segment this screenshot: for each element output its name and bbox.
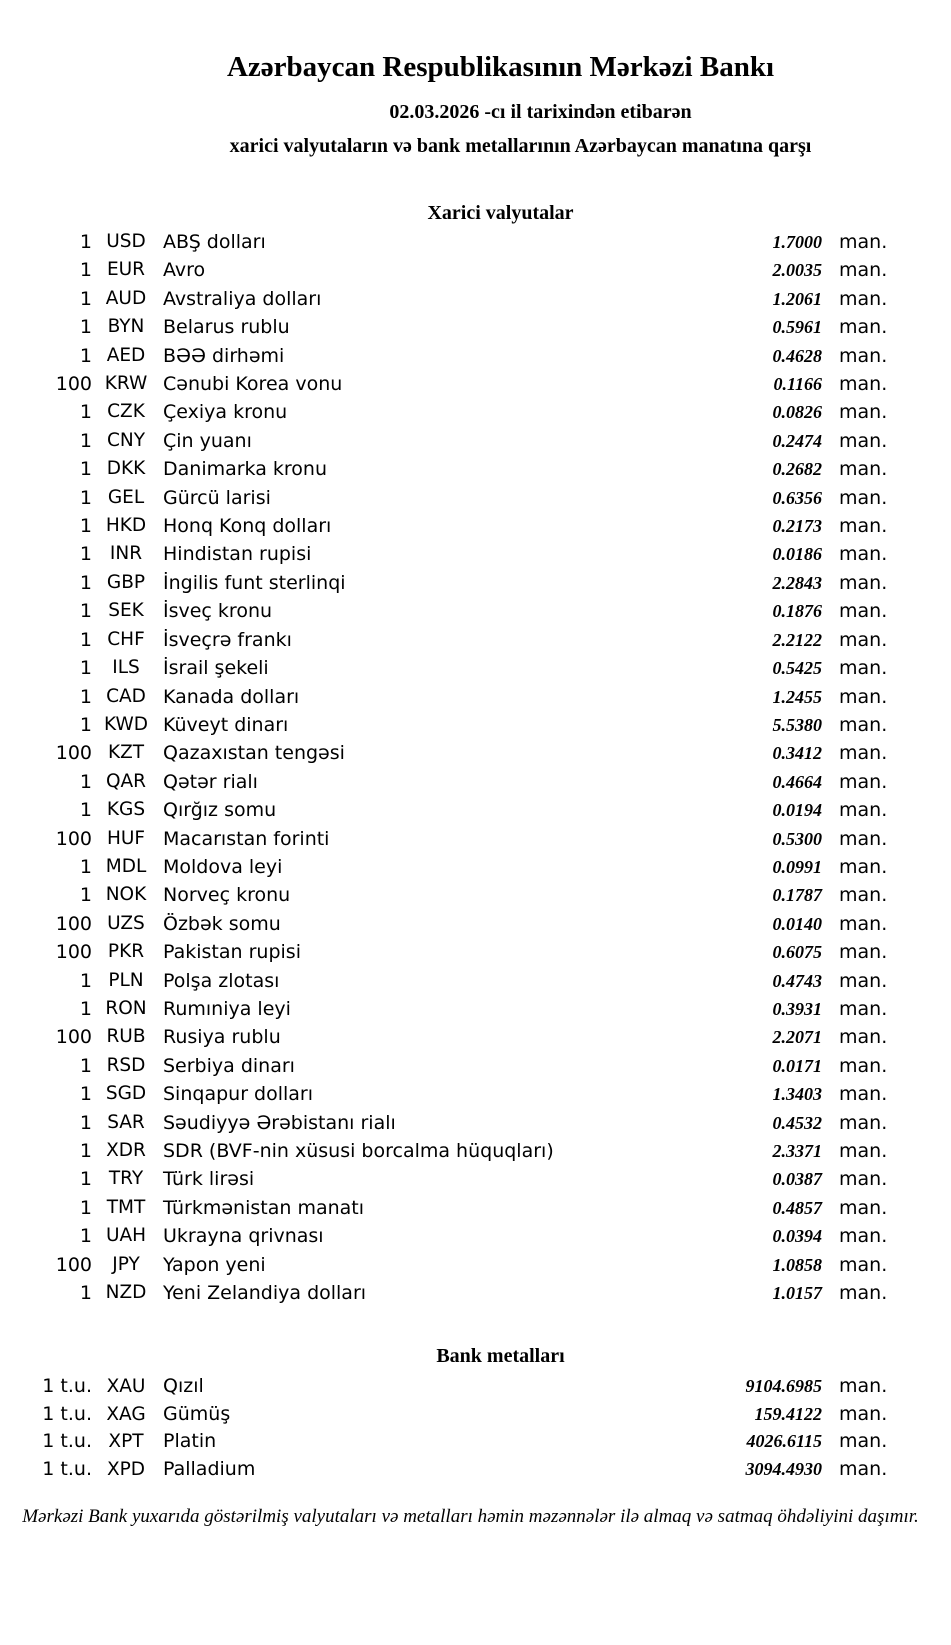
currency-name-cell: Norveç kronu	[163, 884, 291, 907]
currency-code-cell: EUR	[106, 259, 146, 281]
unit-label-cell: man.	[839, 515, 888, 538]
quantity-cell: 1	[79, 515, 92, 538]
unit-label-cell: man.	[839, 1054, 888, 1077]
unit-label-cell: man.	[839, 316, 888, 339]
unit-label-cell: man.	[839, 685, 888, 708]
currency-code-cell: QAR	[105, 770, 147, 792]
unit-label-cell: man.	[839, 543, 888, 566]
currency-name-cell: İsveç kronu	[163, 600, 273, 623]
unit-label-cell: man.	[839, 969, 888, 992]
currency-name-cell: Qətər rialı	[163, 770, 258, 793]
quantity-cell: 1	[79, 884, 92, 907]
unit-label-cell: man.	[839, 855, 888, 878]
currency-code-cell: GBP	[106, 571, 146, 593]
quantity-cell: 1	[79, 628, 92, 651]
currency-code-cell: DKK	[106, 458, 146, 480]
currency-code-cell: NOK	[105, 884, 147, 906]
rate-value-cell: 0.1876	[772, 601, 822, 622]
quantity-cell: 1	[79, 571, 92, 594]
rate-value-cell: 0.4664	[772, 771, 822, 792]
quantity-cell: 1	[79, 1083, 92, 1106]
rate-row	[30, 995, 890, 1023]
currency-name-cell: Özbək somu	[163, 912, 281, 935]
unit-label-cell: man.	[839, 628, 888, 651]
unit-label-cell: man.	[839, 1140, 888, 1162]
unit-label-cell: man.	[839, 742, 888, 765]
quantity-cell: 1	[79, 287, 92, 310]
currency-name-cell: Rusiya rublu	[163, 1026, 281, 1049]
rate-row	[30, 597, 890, 625]
unit-label-cell: man.	[839, 373, 888, 396]
unit-label-cell: man.	[839, 1225, 888, 1248]
quantity-cell: 1	[79, 259, 92, 282]
unit-label-cell: man.	[839, 770, 888, 793]
currency-code-cell: KGS	[106, 799, 146, 821]
quantity-cell: 1	[79, 657, 92, 680]
rate-row	[30, 1222, 890, 1250]
quantity-cell: 1	[79, 1140, 92, 1162]
unit-label-cell: man.	[839, 941, 888, 964]
rate-row	[30, 739, 890, 767]
rate-row	[30, 1165, 890, 1193]
rate-value-cell: 0.0991	[772, 856, 822, 877]
rate-row	[30, 512, 890, 540]
quantity-cell: 1	[79, 1225, 92, 1248]
unit-label-cell: man.	[839, 1111, 888, 1134]
effective-date-line: 02.03.2026 -cı il tarixindən etibarən	[389, 101, 692, 123]
currency-name-cell: Kanada dolları	[163, 685, 300, 708]
currency-name-cell: Hindistan rupisi	[163, 543, 312, 566]
currency-code-cell: CZK	[107, 401, 145, 423]
quantity-cell: 100	[55, 1253, 92, 1276]
currency-name-cell: Avstraliya dolları	[163, 287, 322, 310]
quantity-cell: 1	[79, 713, 92, 736]
currency-name-cell: Yapon yeni	[163, 1253, 266, 1276]
rate-row	[30, 1251, 890, 1279]
rate-value-cell: 0.0194	[772, 800, 822, 821]
currency-code-cell: USD	[106, 231, 146, 252]
rate-row	[30, 967, 890, 995]
currency-code-cell: INR	[109, 543, 143, 565]
rate-row	[30, 427, 890, 455]
quantity-cell: 1	[79, 997, 92, 1020]
rate-value-cell: 0.2173	[772, 516, 822, 537]
rate-value-cell: 1.3403	[772, 1084, 822, 1105]
rate-value-cell: 2.2071	[772, 1027, 822, 1048]
quantity-cell: 100	[55, 742, 92, 765]
rate-value-cell: 0.5961	[772, 317, 822, 338]
unit-label-cell: man.	[839, 799, 888, 822]
rate-value-cell: 0.0387	[772, 1169, 822, 1190]
rate-row	[30, 285, 890, 313]
rate-row	[30, 910, 890, 938]
currency-name-cell: Türkmənistan manatı	[163, 1196, 365, 1219]
rate-row	[30, 853, 890, 881]
rate-value-cell: 0.5300	[772, 828, 822, 849]
currency-code-cell: SEK	[108, 600, 144, 622]
quantity-cell: 1	[79, 458, 92, 481]
unit-label-cell: man.	[839, 884, 888, 907]
rate-value-cell: 1.2061	[772, 288, 822, 309]
currency-name-cell: Honq Konq dolları	[163, 515, 332, 538]
currency-name-cell: Macarıstan forinti	[163, 827, 330, 850]
unit-label-cell: man.	[839, 231, 888, 253]
currency-code-cell: PKR	[107, 941, 145, 963]
currency-code-cell: JPY	[112, 1253, 140, 1275]
unit-label-cell: man.	[839, 259, 888, 282]
quantity-cell: 100	[55, 941, 92, 964]
rate-row	[30, 569, 890, 597]
quantity-cell: 1	[79, 969, 92, 992]
metals-section-title: Bank metalları	[436, 1345, 565, 1368]
quantity-cell: 1	[79, 770, 92, 793]
currency-code-cell: CAD	[106, 685, 146, 707]
currency-name-cell: İsrail şekeli	[163, 657, 269, 680]
currency-name-cell: Çin yuanı	[163, 429, 252, 452]
rate-value-cell: 0.0826	[772, 402, 822, 423]
currency-name-cell: Qızıl	[163, 1375, 204, 1398]
currency-code-cell: HUF	[106, 827, 146, 849]
quantity-cell: 1	[79, 1282, 92, 1305]
rate-row	[30, 1194, 890, 1222]
quantity-cell: 1	[79, 1111, 92, 1134]
currency-name-cell: Moldova leyi	[163, 855, 283, 878]
rate-row	[30, 1428, 890, 1455]
unit-label-cell: man.	[839, 458, 888, 481]
rate-row	[30, 1023, 890, 1051]
rate-value-cell: 1.0858	[772, 1254, 822, 1275]
rate-value-cell: 1.7000	[772, 232, 822, 252]
unit-label-cell: man.	[839, 912, 888, 935]
rate-value-cell: 0.4628	[772, 345, 822, 366]
rate-row	[30, 398, 890, 426]
currency-code-cell: RSD	[106, 1054, 146, 1076]
currency-code-cell: HKD	[105, 515, 147, 537]
unit-label-cell: man.	[839, 571, 888, 594]
currency-code-cell: XPT	[108, 1431, 144, 1453]
rate-value-cell: 2.2122	[772, 629, 822, 650]
quantity-cell: 1	[79, 799, 92, 822]
quantity-cell: 1 t.u.	[42, 1402, 92, 1425]
currency-code-cell: XDR	[106, 1140, 146, 1161]
unit-label-cell: man.	[839, 1026, 888, 1049]
quantity-cell: 100	[55, 912, 92, 935]
unit-label-cell: man.	[839, 486, 888, 509]
rate-value-cell: 2.2843	[772, 572, 822, 593]
rate-value-cell: 0.0171	[772, 1055, 822, 1076]
currencies-table	[0, 228, 951, 1307]
currency-name-cell: Danimarka kronu	[163, 458, 328, 481]
unit-label-cell: man.	[839, 401, 888, 424]
unit-label-cell: man.	[839, 429, 888, 452]
quantity-cell: 1	[79, 316, 92, 339]
currency-name-cell: Cənubi Korea vonu	[163, 373, 343, 396]
rate-value-cell: 0.0140	[772, 913, 822, 934]
rate-value-cell: 3094.4930	[745, 1458, 822, 1479]
rate-row	[30, 1137, 890, 1165]
disclaimer-note: Mərkəzi Bank yuxarıda göstərilmiş valyutaları və metalları həmin məzənnələr ilə almaq və satmaq öhdəliyini daşımır.	[22, 1506, 919, 1527]
rate-value-cell: 0.0186	[772, 544, 822, 565]
rate-value-cell: 0.3412	[772, 743, 822, 764]
metals-table	[0, 1373, 951, 1483]
unit-label-cell: man.	[839, 1253, 888, 1276]
unit-label-cell: man.	[839, 1430, 888, 1453]
currency-name-cell: İsveçrə frankı	[163, 628, 292, 651]
rate-value-cell: 4026.6115	[746, 1431, 822, 1452]
currency-code-cell: UZS	[107, 912, 145, 934]
rate-value-cell: 0.3931	[772, 998, 822, 1019]
currency-name-cell: Sinqapur dolları	[163, 1083, 314, 1106]
currency-code-cell: RUB	[106, 1026, 146, 1048]
unit-label-cell: man.	[839, 1196, 888, 1219]
currency-name-cell: Pakistan rupisi	[163, 941, 301, 964]
currency-name-cell: Platin	[163, 1430, 217, 1453]
currency-code-cell: SGD	[105, 1083, 147, 1105]
quantity-cell: 100	[55, 1026, 92, 1049]
currency-name-cell: Polşa zlotası	[163, 969, 280, 992]
currency-name-cell: Ukrayna qrivnası	[163, 1225, 324, 1248]
currency-code-cell: ILS	[112, 657, 140, 679]
unit-label-cell: man.	[839, 1402, 888, 1425]
unit-label-cell: man.	[839, 1168, 888, 1191]
rate-row	[30, 1080, 890, 1108]
currency-name-cell: Avro	[163, 259, 206, 282]
rate-row	[30, 938, 890, 966]
description-line: xarici valyutaların və bank metallarının Azərbaycan manatına qarşı	[229, 135, 812, 157]
rate-value-cell: 159.4122	[754, 1403, 822, 1424]
quantity-cell: 100	[55, 373, 92, 396]
quantity-cell: 1	[79, 1054, 92, 1077]
currency-code-cell: TRY	[108, 1168, 144, 1190]
rate-value-cell: 0.5425	[772, 658, 822, 679]
currency-name-cell: Serbiya dinarı	[163, 1054, 295, 1077]
rate-row	[30, 1456, 890, 1483]
rate-row	[30, 796, 890, 824]
currency-name-cell: Gümüş	[163, 1402, 231, 1425]
currency-code-cell: CHF	[107, 628, 145, 650]
quantity-cell: 1	[79, 401, 92, 424]
rate-row	[30, 768, 890, 796]
quantity-cell: 1	[79, 855, 92, 878]
quantity-cell: 100	[55, 827, 92, 850]
currency-code-cell: KRW	[104, 373, 148, 395]
rate-row	[30, 1109, 890, 1137]
currency-name-cell: Səudiyyə Ərəbistanı rialı	[163, 1111, 396, 1134]
rate-value-cell: 0.4532	[772, 1112, 822, 1133]
quantity-cell: 1	[79, 600, 92, 623]
currency-name-cell: BƏƏ dirhəmi	[163, 344, 285, 367]
exchange-rates-page	[0, 50, 951, 1645]
quantity-cell: 1	[79, 1196, 92, 1219]
currency-name-cell: Belarus rublu	[163, 316, 290, 339]
currency-code-cell: GEL	[107, 486, 145, 508]
currency-name-cell: İngilis funt sterlinqi	[163, 571, 346, 594]
currencies-section-title: Xarici valyutalar	[427, 202, 574, 224]
currency-code-cell: TMT	[106, 1196, 146, 1218]
currency-code-cell: NZD	[105, 1282, 147, 1304]
quantity-cell: 1	[79, 429, 92, 452]
rate-value-cell: 0.6075	[772, 942, 822, 963]
rate-row	[30, 683, 890, 711]
currency-code-cell: KWD	[103, 713, 148, 735]
unit-label-cell: man.	[839, 600, 888, 623]
quantity-cell: 1 t.u.	[42, 1457, 92, 1480]
quantity-cell: 1	[79, 543, 92, 566]
rate-value-cell: 5.5380	[772, 714, 822, 735]
currency-name-cell: Gürcü larisi	[163, 486, 271, 509]
unit-label-cell: man.	[839, 1083, 888, 1106]
rate-value-cell: 1.0157	[772, 1283, 822, 1304]
rate-value-cell: 0.4857	[772, 1197, 822, 1218]
rate-value-cell: 2.3371	[772, 1141, 822, 1161]
page-title: Azərbaycan Respublikasının Mərkəzi Bankı	[226, 51, 775, 83]
currency-code-cell: PLN	[108, 969, 144, 991]
currency-code-cell: XAU	[106, 1376, 146, 1398]
currency-name-cell: ABŞ dolları	[163, 231, 266, 253]
currency-code-cell: MDL	[105, 855, 147, 877]
rate-row	[30, 1401, 890, 1428]
currency-code-cell: XPD	[106, 1458, 146, 1480]
rate-value-cell: 0.6356	[772, 487, 822, 508]
rate-value-cell: 0.2474	[772, 430, 822, 451]
rate-row	[30, 228, 890, 256]
rate-row	[30, 370, 890, 398]
rate-value-cell: 0.1166	[773, 374, 822, 395]
currency-name-cell: Rumıniya leyi	[163, 997, 291, 1020]
rate-row	[30, 342, 890, 370]
currency-name-cell: Küveyt dinarı	[163, 713, 289, 736]
currency-name-cell: Çexiya kronu	[163, 401, 288, 424]
unit-label-cell: man.	[839, 1375, 888, 1398]
quantity-cell: 1	[79, 231, 92, 253]
quantity-cell: 1	[79, 486, 92, 509]
currency-name-cell: SDR (BVF-nin xüsusi borcalma hüquqları)	[163, 1140, 554, 1162]
currency-code-cell: XAG	[106, 1403, 146, 1425]
quantity-cell: 1 t.u.	[42, 1375, 92, 1398]
unit-label-cell: man.	[839, 1282, 888, 1305]
currency-name-cell: Yeni Zelandiya dolları	[163, 1282, 367, 1305]
unit-label-cell: man.	[839, 344, 888, 367]
currency-name-cell: Türk lirəsi	[163, 1168, 255, 1191]
unit-label-cell: man.	[839, 287, 888, 310]
rate-value-cell: 0.4743	[772, 970, 822, 991]
rate-row	[30, 455, 890, 483]
currency-code-cell: AED	[106, 344, 146, 366]
rate-value-cell: 9104.6985	[745, 1376, 822, 1397]
currency-code-cell: AUD	[105, 287, 147, 309]
unit-label-cell: man.	[839, 997, 888, 1020]
currency-code-cell: SAR	[107, 1111, 145, 1133]
rate-value-cell: 2.0035	[772, 260, 822, 281]
rate-row	[30, 313, 890, 341]
currency-code-cell: KZT	[107, 742, 145, 764]
unit-label-cell: man.	[839, 1457, 888, 1480]
currency-code-cell: RON	[105, 997, 147, 1019]
currency-name-cell: Palladium	[163, 1457, 256, 1480]
quantity-cell: 1	[79, 685, 92, 708]
rate-row	[30, 825, 890, 853]
currency-code-cell: CNY	[106, 429, 146, 451]
quantity-cell: 1 t.u.	[42, 1430, 92, 1453]
rate-row	[30, 881, 890, 909]
rate-row	[30, 626, 890, 654]
currency-code-cell: UAH	[105, 1225, 147, 1247]
unit-label-cell: man.	[839, 713, 888, 736]
currency-name-cell: Qazaxıstan tengəsi	[163, 742, 345, 765]
quantity-cell: 1	[79, 344, 92, 367]
rate-row	[30, 1279, 890, 1307]
rate-row	[30, 484, 890, 512]
unit-label-cell: man.	[839, 657, 888, 680]
rate-value-cell: 0.1787	[772, 885, 822, 906]
rate-row	[30, 654, 890, 682]
rate-row	[30, 1373, 890, 1400]
rate-value-cell: 1.2455	[772, 686, 822, 707]
rate-row	[30, 256, 890, 284]
rate-row	[30, 540, 890, 568]
quantity-cell: 1	[79, 1168, 92, 1191]
unit-label-cell: man.	[839, 827, 888, 850]
currency-name-cell: Qırğız somu	[163, 799, 277, 822]
rate-value-cell: 0.0394	[772, 1226, 822, 1247]
rate-row	[30, 1052, 890, 1080]
currency-code-cell: BYN	[107, 316, 145, 338]
rate-value-cell: 0.2682	[772, 459, 822, 480]
rate-row	[30, 711, 890, 739]
